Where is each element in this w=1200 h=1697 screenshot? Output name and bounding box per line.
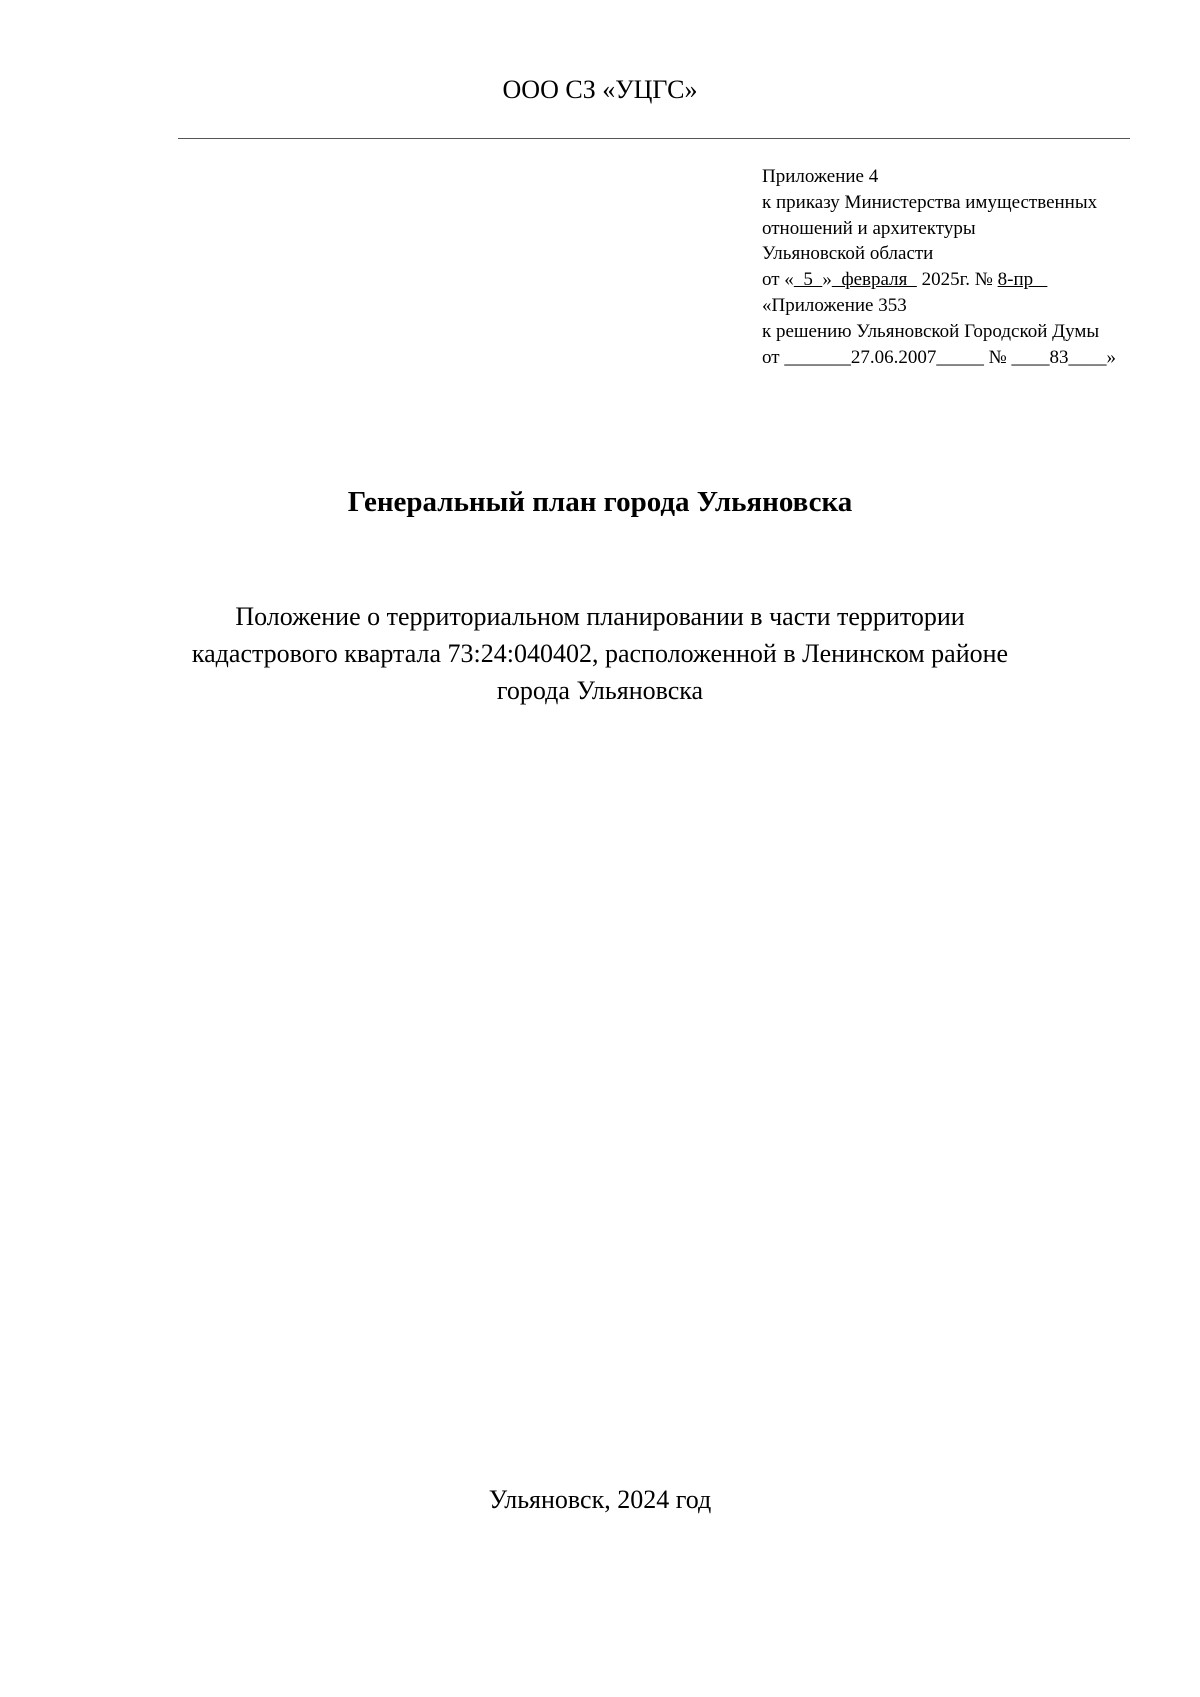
appendix-line-7: к решению Ульяновской Городской Думы (762, 320, 1100, 342)
place-and-year: Ульяновск, 2024 год (488, 1485, 712, 1514)
appendix-block (762, 164, 1162, 370)
decision-suffix: » (1106, 346, 1116, 368)
order-quote-close: » (822, 269, 832, 291)
order-year-text: 2025г. № (916, 269, 998, 291)
document-title: Генеральный план города Ульяновска (347, 486, 853, 518)
appendix-line-6: «Приложение 353 (762, 294, 907, 316)
order-number: 8-пр (997, 269, 1048, 291)
appendix-line-2: к приказу Министерства имущественных (762, 191, 1098, 213)
subtitle-line-1: Положение о территориальном планировании в части территории (235, 602, 965, 631)
appendix-line-1: Приложение 4 (762, 166, 879, 187)
decision-no-label: № (983, 346, 1012, 368)
subtitle-line-3: города Ульяновска (496, 676, 704, 705)
organization-header: ООО СЗ «УЦГС» (502, 75, 698, 104)
appendix-decision-line (762, 345, 1162, 371)
decision-prefix: от (762, 346, 785, 368)
order-day: 5 (793, 269, 823, 291)
order-prefix: от « (762, 269, 794, 291)
appendix-line-4: Ульяновской области (762, 243, 934, 265)
subtitle-line-2: кадастрового квартала 73:24:040402, расположенной в Ленинском районе (191, 639, 1009, 668)
document-subtitle (150, 598, 1050, 709)
header-divider (178, 138, 1130, 139)
appendix-order-line (762, 267, 1162, 293)
decision-date: _______27.06.2007_____ (784, 346, 984, 368)
order-month: февраля (831, 269, 917, 291)
decision-number: ____83____ (1011, 346, 1107, 368)
appendix-line-3: отношений и архитектуры (762, 217, 976, 239)
